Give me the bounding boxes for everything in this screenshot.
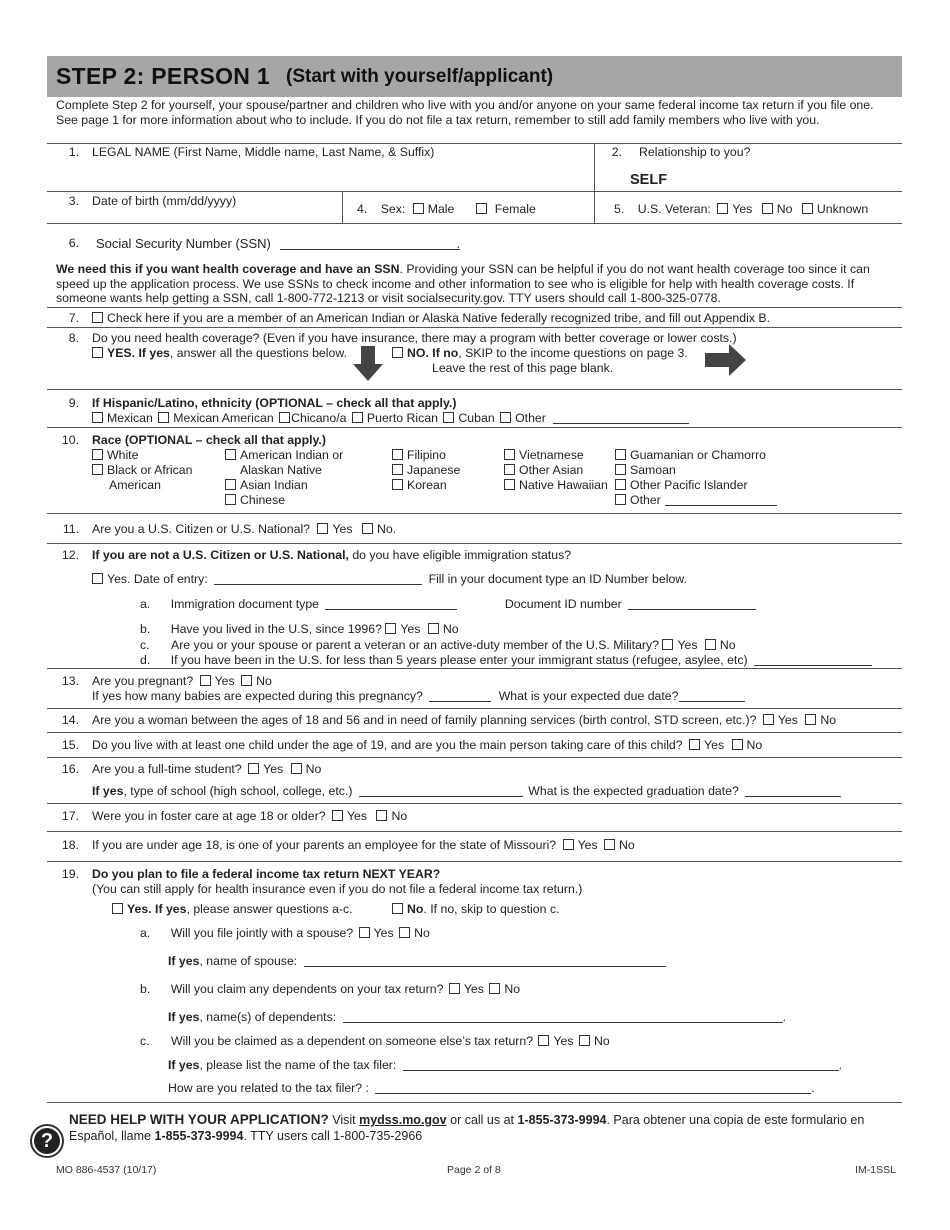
puerto-rican-label: Puerto Rican [366, 411, 438, 425]
jointly-no-label: No [414, 926, 430, 940]
claimed-no-label: No [593, 1034, 610, 1048]
family-planning-no-label: No [820, 713, 837, 727]
graduation-label: What is the expected graduation date? [528, 784, 739, 798]
pregnant-yes-label: Yes [214, 674, 235, 688]
row-q7 [47, 308, 902, 328]
q6-number: 6. [68, 236, 79, 250]
white-checkbox[interactable] [92, 449, 103, 460]
other-asian-label: Other Asian [519, 463, 584, 477]
family-planning-yes-label: Yes [777, 713, 798, 727]
american-indian-label: American Indian or [240, 448, 344, 462]
help-link[interactable]: mydss.mo.gov [359, 1113, 447, 1127]
ethnicity-other-checkbox[interactable] [500, 412, 511, 423]
q4-number: 4. [357, 202, 368, 216]
student-label: Are you a full-time student? [92, 762, 242, 776]
help-phone[interactable]: 1-855-373-9994 [517, 1113, 607, 1127]
veteran-label: U.S. Veteran: [637, 202, 711, 216]
q19b-letter: b. [140, 982, 151, 996]
japanese-label: Japanese [407, 463, 461, 477]
immigration-yes-checkbox[interactable] [92, 573, 103, 584]
dependents-no-checkbox[interactable] [489, 983, 500, 994]
row-q11 [47, 514, 902, 544]
document-id-label: Document ID number [504, 597, 622, 611]
coverage-no-bold: NO [407, 346, 426, 360]
native-hawaiian-label: Native Hawaiian [519, 478, 608, 492]
chinese-checkbox[interactable] [225, 494, 236, 505]
student-yes-label: Yes [263, 762, 284, 776]
row-q10 [47, 428, 902, 514]
pregnant-no-checkbox[interactable] [241, 675, 252, 686]
child-care-yes-checkbox[interactable] [689, 739, 700, 750]
puerto-rican-checkbox[interactable] [352, 412, 363, 423]
q9-number: 9. [68, 396, 79, 410]
file-jointly-label: Will you file jointly with a spouse? [170, 926, 354, 940]
military-label: Are you or your spouse or parent a veteran or an active-duty member of the U.S. Military? [171, 637, 660, 652]
black-label-2: American [109, 478, 161, 492]
dob-label: Date of birth (mm/dd/yyyy) [92, 194, 237, 208]
other-asian-checkbox[interactable] [504, 464, 515, 475]
lived-1996-yes-checkbox[interactable] [385, 623, 396, 634]
dependents-if-yes: If yes [168, 1010, 200, 1024]
tax-no-checkbox[interactable] [392, 903, 403, 914]
related-filer-input[interactable] [375, 1082, 811, 1094]
q11-number: 11. [62, 522, 79, 536]
cuban-label: Cuban [458, 411, 495, 425]
missouri-no-label: No [619, 838, 635, 852]
child-care-no-label: No [746, 738, 763, 752]
vietnamese-label: Vietnamese [519, 448, 584, 462]
filipino-label: Filipino [407, 448, 446, 462]
graduation-input[interactable] [745, 785, 841, 797]
q19-number: 19. [61, 867, 79, 881]
step-subtitle: (Start with yourself/applicant) [286, 65, 554, 87]
cuban-checkbox[interactable] [443, 412, 454, 423]
q10-number: 10. [61, 433, 79, 447]
date-of-entry-label: Yes. Date of entry: [107, 572, 208, 586]
citizen-no-checkbox[interactable] [362, 523, 373, 534]
row-q1-q2 [47, 144, 902, 192]
chicano-checkbox[interactable] [279, 412, 290, 423]
spouse-name-input[interactable] [304, 955, 666, 967]
q16-number: 16. [61, 762, 79, 776]
ethnicity-label: If Hispanic/Latino, ethnicity (OPTIONAL – check all that apply.) [92, 396, 457, 410]
q1-number: 1. [68, 145, 79, 159]
race-label: Race (OPTIONAL – check all that apply.) [92, 433, 326, 447]
student-no-label: No [305, 762, 322, 776]
dependents-name-label: , name(s) of dependents: [199, 1010, 337, 1024]
tax-yes-bold: Yes [127, 902, 149, 916]
spouse-name-label: , name of spouse: [199, 954, 298, 968]
other-pacific-checkbox[interactable] [615, 479, 626, 490]
row-q17 [47, 804, 902, 832]
veteran-unknown-label: Unknown [816, 202, 869, 216]
help-spanish: . Para obtener una copia de este formulario en Español, llame [69, 1113, 865, 1143]
legal-name-label: LEGAL NAME (First Name, Middle name, Last Name, & Suffix) [92, 145, 435, 159]
related-dot: . [811, 1081, 815, 1095]
child-care-label: Do you live with at least one child under the age of 19, and are you the main person taking care of this child? [92, 738, 683, 752]
citizen-label: Are you a U.S. Citizen or U.S. National? [92, 522, 311, 536]
family-planning-yes-checkbox[interactable] [763, 714, 774, 725]
mexican-label: Mexican [107, 411, 153, 425]
pregnant-no-label: No [256, 674, 272, 688]
military-yes-checkbox[interactable] [662, 639, 673, 650]
due-date-label: What is your expected due date? [498, 689, 679, 703]
claim-dependents-label: Will you claim any dependents on your tax return? [170, 982, 444, 996]
coverage-no-text: , SKIP to the income questions on page 3. [458, 346, 688, 360]
related-filer-label: How are you related to the tax filer? : [168, 1081, 369, 1095]
foster-yes-checkbox[interactable] [332, 810, 343, 821]
missouri-yes-checkbox[interactable] [563, 839, 574, 850]
citizen-no-label: No. [376, 522, 397, 536]
jointly-yes-checkbox[interactable] [359, 927, 370, 938]
black-label: Black or African [107, 463, 193, 477]
row-q19 [47, 862, 902, 1103]
dependents-dot: . [782, 1010, 787, 1024]
filipino-checkbox[interactable] [392, 449, 403, 460]
dependents-yes-label: Yes [463, 982, 484, 996]
lived-1996-no-checkbox[interactable] [428, 623, 439, 634]
family-planning-label: Are you a woman between the ages of 18 and 56 and in need of family planning services (birth control, STD screen, etc.)? [92, 713, 757, 727]
tax-no-text: . If no, skip to question c. [423, 902, 560, 916]
due-date-input[interactable] [679, 690, 745, 702]
veteran-yes-label: Yes [732, 202, 753, 216]
row-q6 [47, 224, 902, 308]
help-phone-2[interactable]: 1-855-373-9994 [154, 1129, 244, 1143]
form-number: MO 886-4537 (10/17) [56, 1164, 157, 1176]
male-label: Male [427, 202, 455, 216]
mexican-american-label: Mexican American [173, 411, 274, 425]
q13-number: 13. [61, 674, 79, 688]
native-hawaiian-checkbox[interactable] [504, 479, 515, 490]
q19c-letter: c. [140, 1034, 150, 1048]
jointly-no-checkbox[interactable] [399, 927, 410, 938]
tax-return-label: Do you plan to file a federal income tax return NEXT YEAR? [92, 867, 441, 881]
vietnamese-checkbox[interactable] [504, 449, 515, 460]
date-of-entry-input[interactable] [214, 573, 422, 585]
veteran-no-checkbox[interactable] [762, 203, 773, 214]
korean-checkbox[interactable] [392, 479, 403, 490]
claimed-yes-checkbox[interactable] [538, 1035, 549, 1046]
asian-indian-label: Asian Indian [240, 478, 308, 492]
american-indian-checkbox[interactable] [225, 449, 236, 460]
asian-indian-checkbox[interactable] [225, 479, 236, 490]
female-label: Female [494, 202, 536, 216]
dependents-yes-checkbox[interactable] [449, 983, 460, 994]
other-pacific-label: Other Pacific Islander [630, 478, 748, 492]
document-id-input[interactable] [628, 598, 756, 610]
q14-number: 14. [61, 713, 79, 727]
school-type-label: , type of school (high school, college, etc.) [123, 784, 353, 798]
tax-no-bold: No [407, 902, 424, 916]
q19a-letter: a. [140, 926, 151, 940]
coverage-no-checkbox[interactable] [392, 347, 403, 358]
samoan-label: Samoan [630, 463, 676, 477]
coverage-yes-checkbox[interactable] [92, 347, 103, 358]
race-other-label: Other [630, 493, 661, 507]
samoan-checkbox[interactable] [615, 464, 626, 475]
female-checkbox[interactable] [476, 203, 487, 214]
korean-label: Korean [407, 478, 447, 492]
q8-number: 8. [68, 331, 79, 345]
foster-care-label: Were you in foster care at age 18 or older? [92, 809, 326, 823]
school-type-input[interactable] [359, 785, 523, 797]
immigrant-status-input[interactable] [754, 654, 872, 666]
help-call: or call us at [446, 1113, 518, 1127]
lived-1996-yes-label: Yes [400, 622, 421, 636]
male-checkbox[interactable] [413, 203, 424, 214]
q18-number: 18. [61, 838, 79, 852]
foster-yes-label: Yes [346, 809, 368, 823]
row-q8 [47, 328, 902, 390]
missouri-no-checkbox[interactable] [604, 839, 615, 850]
military-no-label: No [719, 637, 736, 652]
arrow-right-icon [705, 344, 747, 376]
q12c-letter: c. [140, 637, 150, 652]
child-care-yes-label: Yes [704, 738, 725, 752]
foster-no-label: No [391, 809, 408, 823]
dependents-name-input[interactable] [343, 1011, 783, 1023]
missouri-employee-label: If you are under age 18, is one of your parents an employee for the state of Missouri? [92, 838, 557, 852]
jointly-yes-label: Yes [373, 926, 394, 940]
mexican-checkbox[interactable] [92, 412, 103, 423]
ssn-note: . Providing your SSN can be helpful if you do not want health coverage too since it can speed up the application process. We use SSNs to check income and other information to see who is eligible for help with health coverage costs. If someone wants help getting a SSN, call 1-800-772-1213 or visit socialsecurity.gov. TTY users should call 1-800-325-0778. [56, 262, 870, 305]
help-visit: Visit [328, 1113, 360, 1127]
immigration-doc-label: Immigration document type [170, 597, 320, 611]
tax-yes-text: , please answer questions a-c. [186, 902, 353, 916]
ssn-note-bold: We need this if you want health coverage and have an SSN [56, 262, 400, 276]
relationship-value[interactable]: SELF [630, 172, 668, 188]
ssn-label: Social Security Number (SSN) [96, 236, 271, 251]
guamanian-checkbox[interactable] [615, 449, 626, 460]
military-yes-label: Yes [677, 637, 698, 652]
row-q15 [47, 733, 902, 758]
q12-number: 12. [61, 548, 79, 562]
q12d-letter: d. [140, 653, 151, 667]
q5-number: 5. [614, 202, 625, 216]
foster-no-checkbox[interactable] [376, 810, 387, 821]
race-other-checkbox[interactable] [615, 494, 626, 505]
pregnant-yes-checkbox[interactable] [200, 675, 211, 686]
row-q13 [47, 669, 902, 709]
immigrant-status-label: If you have been in the U.S. for less than 5 years please enter your immigrant status (refugee, asylee, etc) [170, 653, 748, 667]
tax-yes-if: . If yes [148, 902, 187, 916]
guamanian-label: Guamanian or Chamorro [630, 448, 767, 462]
veteran-yes-checkbox[interactable] [717, 203, 728, 214]
filer-dot: . [838, 1058, 843, 1072]
chicano-label: Chicano/a [291, 411, 347, 425]
child-care-no-checkbox[interactable] [732, 739, 743, 750]
row-q18 [47, 832, 902, 862]
form-code: IM-1SSL [855, 1164, 896, 1176]
step-title: STEP 2: PERSON 1 [56, 63, 271, 89]
claimed-yes-label: Yes [553, 1034, 574, 1048]
lived-since-1996-label: Have you lived in the U.S, since 1996? [170, 622, 382, 636]
filer-name-input[interactable] [403, 1059, 839, 1071]
row-q16 [47, 758, 902, 804]
coverage-yes-bold: YES [107, 346, 132, 360]
help-question-icon: ? [30, 1124, 64, 1158]
arrow-down-icon [352, 346, 384, 382]
fill-document-label: Fill in your document type an ID Number below. [428, 572, 687, 586]
mexican-american-checkbox[interactable] [158, 412, 169, 423]
ethnicity-other-label: Other [515, 411, 546, 425]
tribe-label: Check here if you are a member of an American Indian or Alaska Native federally recognized tribe, and fill out Appendix B. [107, 311, 771, 325]
japanese-checkbox[interactable] [392, 464, 403, 475]
white-label: White [107, 448, 139, 462]
q17-number: 17. [61, 809, 79, 823]
chinese-label: Chinese [240, 493, 286, 507]
race-other-input[interactable] [665, 494, 777, 506]
dependents-no-label: No [504, 982, 521, 996]
lived-1996-no-label: No [442, 622, 459, 636]
claimed-no-checkbox[interactable] [579, 1035, 590, 1046]
sex-label: Sex: [380, 202, 406, 216]
q12a-letter: a. [140, 597, 151, 611]
q15-number: 15. [61, 738, 79, 752]
ssn-input[interactable] [280, 238, 460, 250]
citizen-yes-checkbox[interactable] [317, 523, 328, 534]
claimed-dependent-label: Will you be claimed as a dependent on someone else’s tax return? [171, 1034, 534, 1048]
filer-name-label: , please list the name of the tax filer: [199, 1058, 397, 1072]
school-if-yes: If yes [92, 784, 124, 798]
coverage-yes-text: , answer all the questions below. [169, 346, 347, 360]
tribe-checkbox[interactable] [92, 312, 103, 323]
missouri-yes-label: Yes [577, 838, 598, 852]
q7-number: 7. [68, 311, 79, 325]
citizen-yes-label: Yes [332, 522, 353, 536]
family-planning-no-checkbox[interactable] [805, 714, 816, 725]
row-q12 [47, 544, 902, 669]
immigration-label: do you have eligible immigration status? [348, 548, 572, 562]
military-no-checkbox[interactable] [705, 639, 716, 650]
black-checkbox[interactable] [92, 464, 103, 475]
veteran-unknown-checkbox[interactable] [802, 203, 813, 214]
intro-text: Complete Step 2 for yourself, your spouse/partner and children who live with you and/or anyone on your same federal income tax return if you file one. See page 1 for more information about who to include. If you do not file a tax return, remember to still add family members who live with you. [47, 98, 902, 144]
student-no-checkbox[interactable] [291, 763, 302, 774]
help-title: NEED HELP WITH YOUR APPLICATION? [69, 1112, 329, 1127]
row-q3-q5 [47, 192, 902, 224]
immigration-label-bold: If you are not a U.S. Citizen or U.S. National, [92, 548, 349, 562]
q3-number: 3. [68, 194, 79, 208]
step-header [47, 56, 902, 97]
coverage-no-line2: Leave the rest of this page blank. [432, 361, 614, 375]
q12b-letter: b. [140, 622, 151, 636]
babies-label: If yes how many babies are expected during this pregnancy? [92, 689, 423, 703]
coverage-no-if: . If no [425, 346, 459, 360]
coverage-label: Do you need health coverage? (Even if you have insurance, there may a program with better coverage or lower costs.) [92, 331, 737, 345]
pregnant-label: Are you pregnant? [92, 674, 194, 688]
row-q14 [47, 709, 902, 733]
american-indian-label-2: Alaskan Native [240, 463, 323, 477]
filer-if-yes: If yes [168, 1058, 200, 1072]
row-q9 [47, 390, 902, 428]
relationship-label: Relationship to you? [639, 145, 751, 159]
help-section [30, 1112, 910, 1152]
ethnicity-other-input[interactable] [553, 412, 689, 424]
immigration-doc-input[interactable] [325, 598, 457, 610]
tax-return-sub: (You can still apply for health insurance even if you do not file a federal income tax return.) [92, 882, 583, 896]
q2-number: 2. [611, 145, 622, 159]
form-page [47, 56, 902, 1103]
tax-yes-checkbox[interactable] [112, 903, 123, 914]
veteran-no-label: No [776, 202, 793, 216]
ssn-dot: . [456, 236, 461, 251]
babies-input[interactable] [429, 690, 491, 702]
student-yes-checkbox[interactable] [248, 763, 259, 774]
spouse-if-yes: If yes [168, 954, 200, 968]
page-number: Page 2 of 8 [447, 1164, 501, 1176]
coverage-yes-if: . If yes [131, 346, 170, 360]
help-tty: . TTY users call 1-800-735-2966 [243, 1129, 423, 1143]
